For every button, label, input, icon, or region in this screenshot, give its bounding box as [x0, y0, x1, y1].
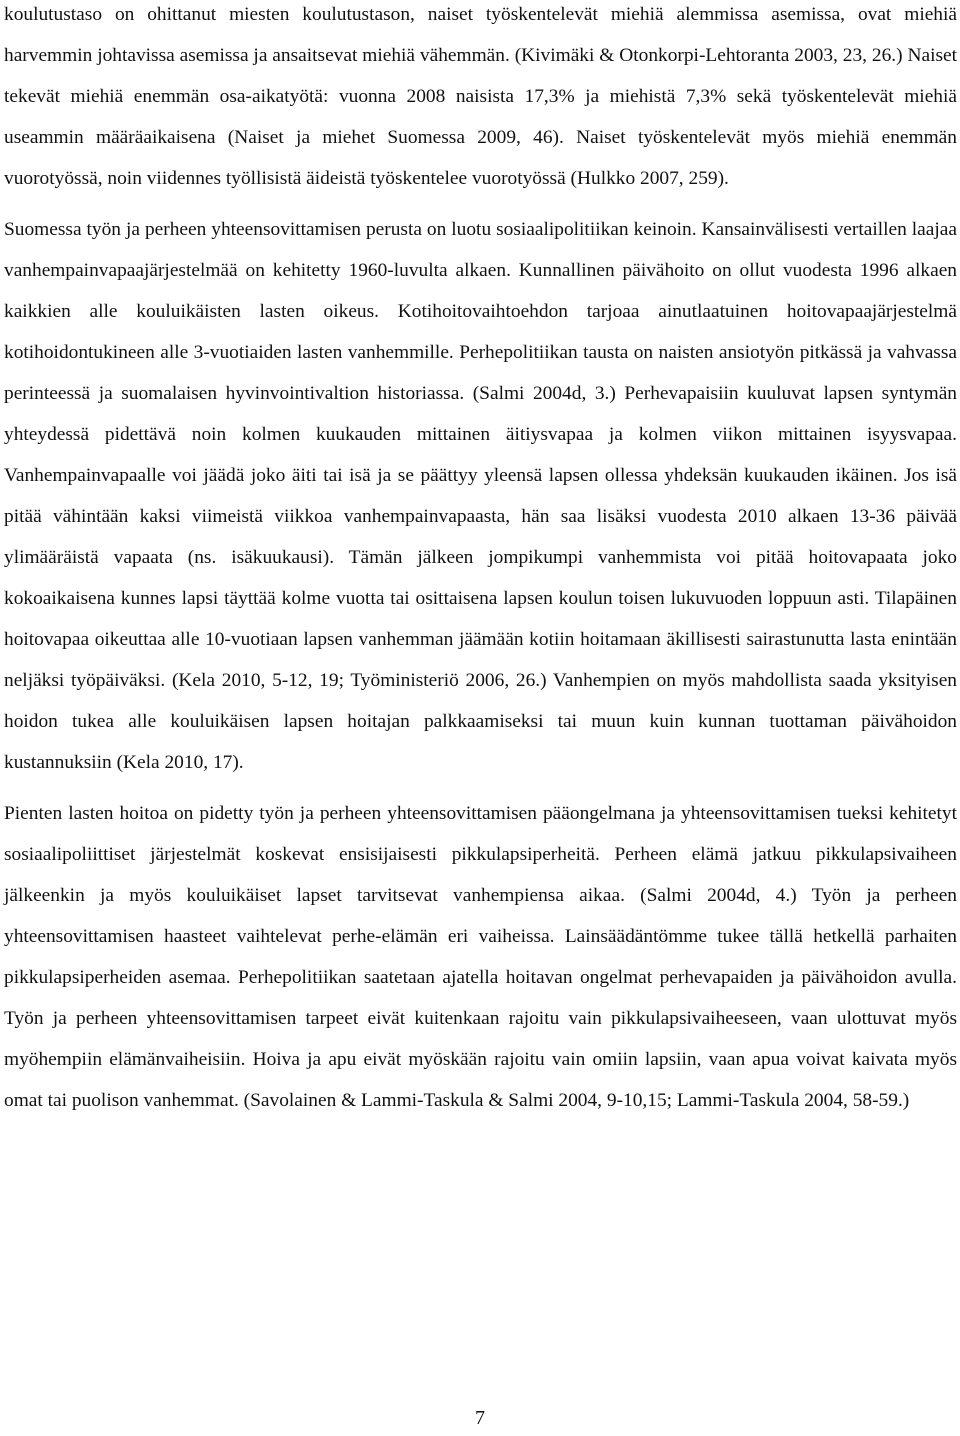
page-number: 7 [475, 1407, 485, 1429]
document-page [4, 0, 957, 1121]
body-paragraph: Suomessa työn ja perheen yhteensovittamisen perusta on luotu sosiaalipolitiikan keinoin. Kansainvälisesti vertaillen laajaa vanhempainvapaajärjestelmää on kehitetty 1960-luvulta alkaen. Kunnallinen päivähoito on ollut vuodesta 1996 alkaen kaikkien alle kouluikäisten lasten oikeus. Kotihoitovaihtoehdon tarjoaa ainutlaatuinen hoitovapaajärjestelmä kotihoidontukineen alle 3-vuotiaiden lasten vanhemmille. Perhepolitiikan tausta on naisten ansiotyön pitkässä ja vahvassa perinteessä ja suomalaisen hyvinvointivaltion historiassa. (Salmi 2004d, 3.) Perhevapaisiin kuuluvat lapsen syntymän yhteydessä pidettävä noin kolmen kuukauden mittainen äitiysvapaa ja kolmen viikon mittainen isyysvapaa. Vanhempainvapaalle voi jäädä joko äiti tai isä ja se päättyy yleensä lapsen ollessa yhdeksän kuukauden ikäinen. Jos isä pitää vähintään kaksi viimeistä viikkoa vanhempainvapaasta, hän saa lisäksi vuodesta 2010 alkaen 13-36 päivää ylimääräistä vapaata (ns. isäkuukausi). Tämän jälkeen jompikumpi vanhemmista voi pitää hoitovapaata joko kokoaikaisena kunnes lapsi täyttää kolme vuotta tai osittaisena lapsen koulun toisen lukuvuoden loppuun asti. Tilapäinen hoitovapaa oikeuttaa alle 10-vuotiaan lapsen vanhemman jäämään kotiin hoitamaan äkillisesti sairastunutta lasta enintään neljäksi työpäiväksi. (Kela 2010, 5-12, 19; Työministeriö 2006, 26.) Vanhempien on myös mahdollista saada yksityisen hoidon tukea alle kouluikäisen lapsen hoitajan palkkaamiseksi tai muun kuin kunnan tuottaman päivähoidon kustannuksiin (Kela 2010, 17). [4, 219, 957, 773]
body-paragraph: koulutustaso on ohittanut miesten koulutustason, naiset työskentelevät miehiä alemmissa asemissa, ovat miehiä harvemmin johtavissa asemissa ja ansaitsevat miehiä vähemmän. (Kivimäki & Otonkorpi-Lehtoranta 2003, 23, 26.) Naiset tekevät miehiä enemmän osa-aikatyötä: vuonna 2008 naisista 17,3% ja miehistä 7,3% sekä työskentelevät miehiä useammin määräaikaisena (Naiset ja miehet Suomessa 2009, 46). Naiset työskentelevät myös miehiä enemmän vuorotyössä, noin viidennes työllisistä äideistä työskentelee vuorotyössä (Hulkko 2007, 259). [4, 4, 957, 189]
body-paragraph: Pienten lasten hoitoa on pidetty työn ja perheen yhteensovittamisen pääongelmana ja yhteensovittamisen tueksi kehitetyt sosiaalipoliittiset järjestelmät koskevat ensisijaisesti pikkulapsiperheitä. Perheen elämä jatkuu pikkulapsivaiheen jälkeenkin ja myös kouluikäiset lapset tarvitsevat vanhempiensa aikaa. (Salmi 2004d, 4.) Työn ja perheen yhteensovittamisen haasteet vaihtelevat perhe-elämän eri vaiheissa. Lainsäädäntömme tukee tällä hetkellä parhaiten pikkulapsiperheiden asemaa. Perhepolitiikan saatetaan ajatella hoitavan ongelmat perhevapaiden ja päivähoidon avulla. Työn ja perheen yhteensovittamisen tarpeet eivät kuitenkaan rajoitu vain pikkulapsivaiheeseen, vaan ulottuvat myös myöhempiin elämänvaiheisiin. Hoiva ja apu eivät myöskään rajoitu vain omiin lapsiin, vaan apua voivat kaivata myös omat tai puolison vanhemmat. (Savolainen & Lammi-Taskula & Salmi 2004, 9-10,15; Lammi-Taskula 2004, 58-59.) [4, 803, 957, 1111]
